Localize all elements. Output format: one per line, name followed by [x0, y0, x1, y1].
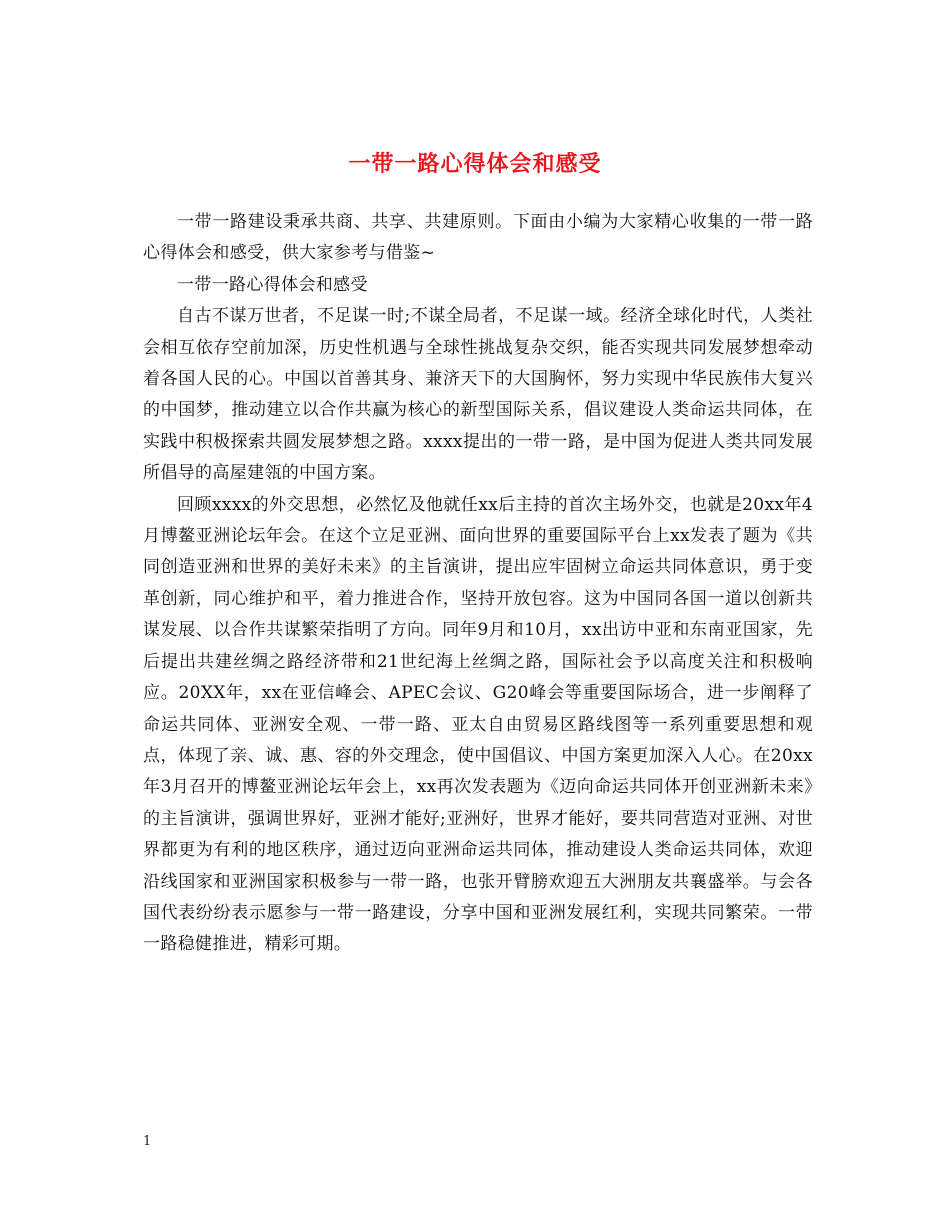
- document-title: 一带一路心得体会和感受: [348, 150, 602, 177]
- page-number: 1: [143, 1134, 152, 1149]
- section-heading: 一带一路心得体会和感受: [177, 274, 368, 295]
- intro-paragraph: 一带一路建设秉承共商、共享、共建原则。下面由小编为大家精心收集的一带一路心得体会和感受，供大家参考与借鉴~: [143, 212, 813, 264]
- body-paragraph: 自古不谋万世者，不足谋一时;不谋全局者，不足谋一域。经济全球化时代，人类社会相互依存空前加深，历史性机遇与全球性挑战复杂交织，能否实现共同发展梦想牵动着各国人民的心。中国以首善其身、兼济天下的大国胸怀，努力实现中华民族伟大复兴的中国梦，推动建立以合作共赢为核心的新型国际关系，倡议建设人类命运共同体，在实践中积极探索共圆发展梦想之路。xxxx提出的一带一路，是中国为促进人类共同发展所倡导的高屋建瓴的中国方案。: [143, 306, 813, 484]
- body-paragraph: 回顾xxxx的外交思想，必然忆及他就任xx后主持的首次主场外交，也就是20xx年4月博鳌亚洲论坛年会。在这个立足亚洲、面向世界的重要国际平台上xx发表了题为《共同创造亚洲和世界的美好未来》的主旨演讲，提出应牢固树立命运共同体意识，勇于变革创新，同心维护和平，着力推进合作，坚持开放包容。这为中国同各国一道以创新共谋发展、以合作共谋繁荣指明了方向。同年9月和10月，xx出访中亚和东南亚国家，先后提出共建丝绸之路经济带和21世纪海上丝绸之路，国际社会予以高度关注和积极响应。20XX年，xx在亚信峰会、APEC会议、G20峰会等重要国际场合，进一步阐释了命运共同体、亚洲安全观、一带一路、亚太自由贸易区路线图等一系列重要思想和观点，体现了亲、诚、惠、容的外交理念，使中国倡议、中国方案更加深入人心。在20xx年3月召开的博鳌亚洲论坛年会上，xx再次发表题为《迈向命运共同体开创亚洲新未来》的主旨演讲，强调世界好，亚洲才能好;亚洲好，世界才能好，要共同营造对亚洲、对世界都更为有利的地区秩序，通过迈向亚洲命运共同体，推动建设人类命运共同体，欢迎沿线国家和亚洲国家积极参与一带一路，也张开臂膀欢迎五大洲朋友共襄盛举。与会各国代表纷纷表示愿参与一带一路建设，分享中国和亚洲发展红利，实现共同繁荣。一带一路稳健推进，精彩可期。: [143, 494, 813, 955]
- document-body: [143, 207, 813, 961]
